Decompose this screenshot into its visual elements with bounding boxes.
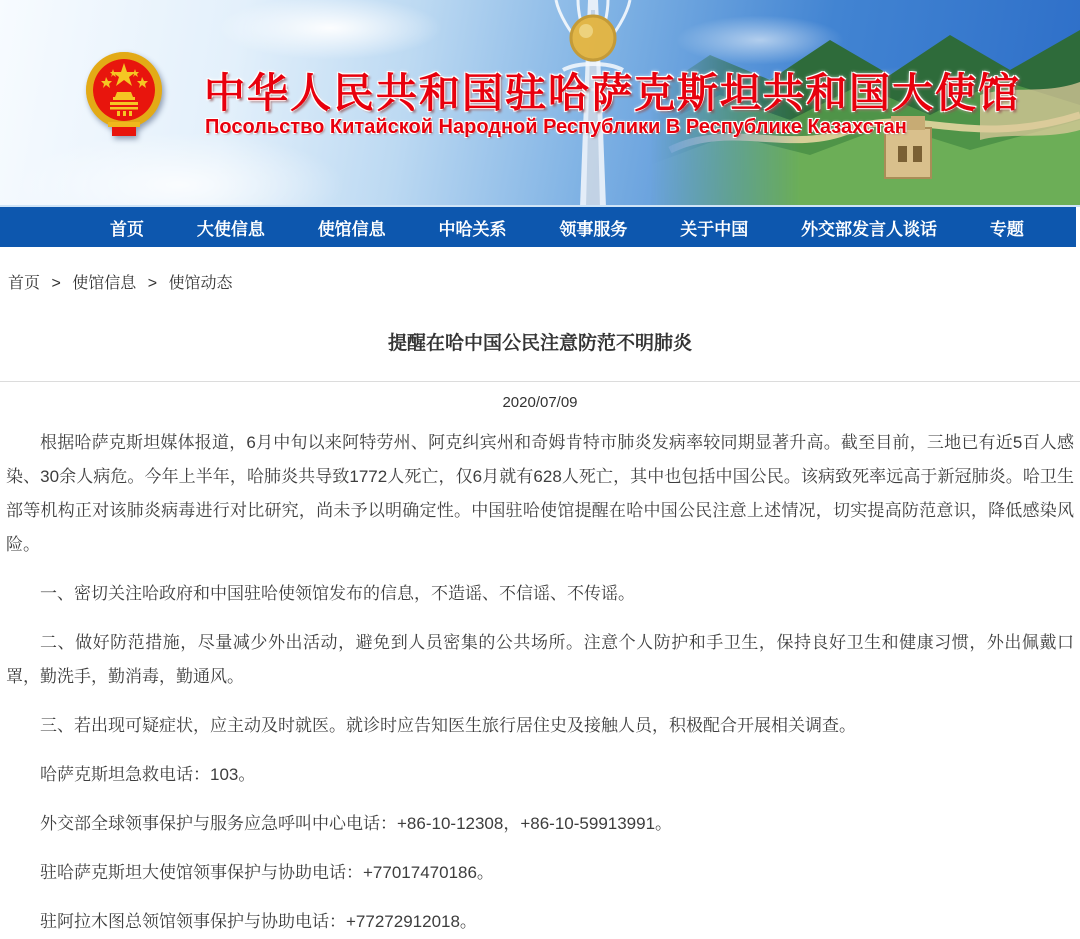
title-divider <box>0 381 1080 382</box>
article-paragraph: 驻哈萨克斯坦大使馆领事保护与协助电话：+77017470186。 <box>40 863 494 882</box>
national-emblem-icon <box>84 46 164 150</box>
article-paragraph: 哈萨克斯坦急救电话：103。 <box>40 765 256 784</box>
article-paragraph: 三、若出现可疑症状，应主动及时就医。就诊时应告知医生旅行居住史及接触人员，积极配合开展相关调查。 <box>40 716 856 735</box>
article-date: 2020/07/09 <box>502 394 578 411</box>
nav-item-embassy-info[interactable]: 使馆信息 <box>317 219 386 239</box>
nav-item-topics[interactable]: 专题 <box>989 219 1024 239</box>
article-paragraph: 外交部全球领事保护与服务应急呼叫中心电话：+86-10-12308，+86-10-59913991。 <box>40 814 673 833</box>
nav-item-consular-services[interactable]: 领事服务 <box>559 219 628 239</box>
nav-item-china-kazakhstan-relations[interactable]: 中哈关系 <box>438 219 507 239</box>
breadcrumb-home[interactable]: 首页 <box>8 275 41 292</box>
nav-item-home[interactable]: 首页 <box>110 219 144 239</box>
nav-item-about-china[interactable]: 关于中国 <box>680 219 749 239</box>
article-paragraph: 驻阿拉木图总领馆领事保护与协助电话：+77272912018。 <box>40 912 477 931</box>
main-navbar <box>0 207 1076 247</box>
breadcrumb-separator: > <box>147 275 158 292</box>
breadcrumb-embassy-info[interactable]: 使馆信息 <box>72 275 137 292</box>
article <box>0 328 1080 939</box>
article-paragraph: 一、密切关注哈政府和中国驻哈使领馆发布的信息，不造谣、不信谣、不传谣。 <box>40 584 635 603</box>
nav-item-mfa-spokesperson[interactable]: 外交部发言人谈话 <box>801 219 938 239</box>
breadcrumb <box>8 270 1072 293</box>
nav-item-ambassador[interactable]: 大使信息 <box>196 219 265 239</box>
article-title: 提醒在哈中国公民注意防范不明肺炎 <box>387 333 692 354</box>
article-paragraph: 二、做好防范措施，尽量减少外出活动，避免到人员密集的公共场所。注意个人防护和手卫生，保持良好卫生和健康习惯，外出佩戴口罩，勤洗手，勤消毒，勤通风。 <box>6 633 1074 686</box>
article-paragraph: 根据哈萨克斯坦媒体报道，6月中旬以来阿特劳州、阿克纠宾州和奇姆肯特市肺炎发病率较同期显著升高。截至目前，三地已有近5百人感染、30余人病危。今年上半年，哈肺炎共导致1772人死亡，仅6月就有628人死亡，其中也包括中国公民。该病致死率远高于新冠肺炎。哈卫生部等机构正对该肺炎病毒进行对比研究，尚未予以明确定性。中国驻哈使馆提醒在哈中国公民注意上述情况，切实提高防范意识，降低感染风险。 <box>6 433 1074 554</box>
site-title-russian: Посольство Китайской Народной Республики В Республике Казахстан <box>205 116 907 138</box>
site-title-chinese: 中华人民共和国驻哈萨克斯坦共和国大使馆 <box>204 70 1021 116</box>
site-banner <box>0 0 1080 207</box>
article-body <box>0 426 1080 939</box>
breadcrumb-embassy-news[interactable]: 使馆动态 <box>168 275 233 292</box>
breadcrumb-separator: > <box>51 275 61 292</box>
